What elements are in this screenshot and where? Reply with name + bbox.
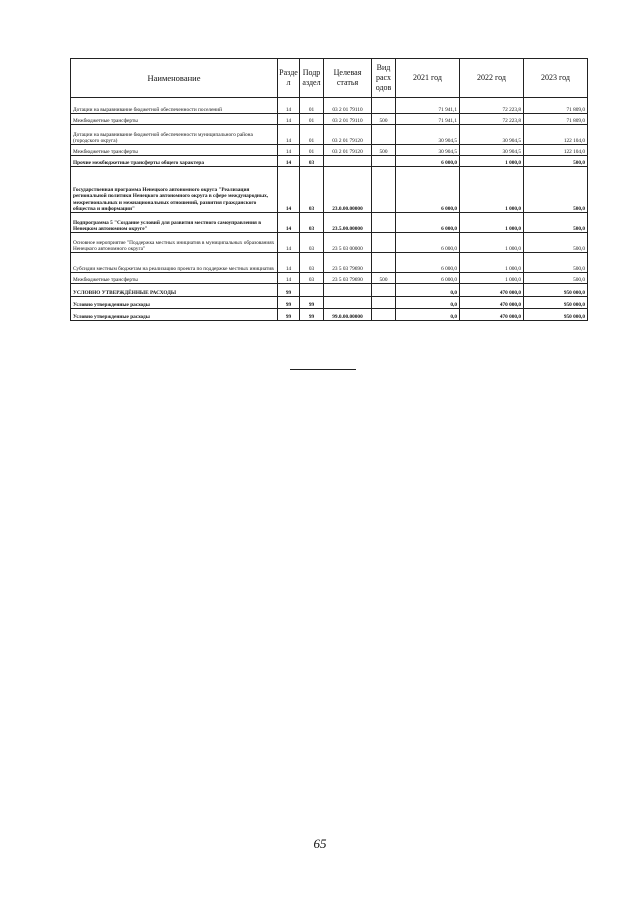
row-target: [324, 297, 372, 309]
table-body: [71, 98, 588, 321]
row-2023: 950 000,0: [524, 284, 588, 297]
row-2021: 6 000,0: [396, 167, 460, 213]
row-subsection: [300, 284, 324, 297]
row-2021: 6 000,0: [396, 273, 460, 284]
page-number: 65: [313, 836, 327, 851]
table-row: [71, 98, 588, 114]
row-2022: 1 000,0: [460, 167, 524, 213]
row-section: 14: [278, 273, 300, 284]
row-subsection: 03: [300, 156, 324, 167]
row-target: 99.0.00.00000: [324, 309, 372, 321]
row-section: 99: [278, 297, 300, 309]
row-name: Государственная программа Ненецкого автономного округа "Реализация региональной политики Ненецкого автономного округа в сфере международных, межрегиональных и межнациональных отношений, развития гражданского общества и информации": [71, 167, 278, 213]
row-name: УСЛОВНО УТВЕРЖДЁННЫЕ РАСХОДЫ: [71, 284, 278, 297]
row-expense-type: [372, 167, 396, 213]
row-subsection: 99: [300, 297, 324, 309]
table-row: [71, 145, 588, 156]
header-subsection: Подр аздел: [300, 59, 324, 98]
table-row: [71, 309, 588, 321]
row-target: 03 2 01 79120: [324, 125, 372, 145]
row-name: Подпрограмма 5 "Создание условий для развития местного самоуправления в Ненецком автономном округе": [71, 213, 278, 233]
row-subsection: 01: [300, 114, 324, 125]
row-name: Прочие межбюджетные трансферты общего характера: [71, 156, 278, 167]
row-section: 14: [278, 167, 300, 213]
row-target: 03 2 01 79120: [324, 145, 372, 156]
row-section: 14: [278, 253, 300, 273]
table-row: [71, 213, 588, 233]
row-2022: 72 223,8: [460, 98, 524, 114]
row-subsection: 01: [300, 125, 324, 145]
header-target: Целевая статья: [324, 59, 372, 98]
row-2022: 470 000,0: [460, 284, 524, 297]
row-2021: 71 941,1: [396, 114, 460, 125]
row-target: [324, 284, 372, 297]
row-expense-type: [372, 297, 396, 309]
row-target: 23.5.00.00000: [324, 213, 372, 233]
row-2022: 1 000,0: [460, 156, 524, 167]
row-2023: 122 104,0: [524, 125, 588, 145]
row-2021: 30 904,5: [396, 125, 460, 145]
table-row: [71, 156, 588, 167]
row-expense-type: [372, 156, 396, 167]
header-2021: 2021 год: [396, 59, 460, 98]
row-subsection: 03: [300, 273, 324, 284]
row-expense-type: 500: [372, 145, 396, 156]
row-expense-type: 500: [372, 273, 396, 284]
row-target: 03 2 01 79110: [324, 114, 372, 125]
row-2023: 950 000,0: [524, 309, 588, 321]
row-2022: 30 904,5: [460, 145, 524, 156]
header-name: Наименование: [71, 59, 278, 98]
row-name: Условно утвержденные расходы: [71, 309, 278, 321]
row-subsection: 03: [300, 253, 324, 273]
row-2021: 6 000,0: [396, 156, 460, 167]
row-expense-type: 500: [372, 114, 396, 125]
row-target: 23 5 03 79690: [324, 253, 372, 273]
row-2022: 1 000,0: [460, 233, 524, 253]
row-2023: 500,0: [524, 167, 588, 213]
row-2023: 950 000,0: [524, 297, 588, 309]
row-2023: 122 104,0: [524, 145, 588, 156]
row-2021: 6 000,0: [396, 253, 460, 273]
table-row: [71, 284, 588, 297]
row-target: [324, 156, 372, 167]
header-2022: 2022 год: [460, 59, 524, 98]
row-section: 14: [278, 233, 300, 253]
row-expense-type: [372, 309, 396, 321]
row-2021: 0,0: [396, 284, 460, 297]
row-expense-type: [372, 98, 396, 114]
row-2022: 1 000,0: [460, 273, 524, 284]
row-name: Дотации на выравнивание бюджетной обеспеченности муниципального района (городского округа): [71, 125, 278, 145]
row-section: 14: [278, 145, 300, 156]
header-section: Разде л: [278, 59, 300, 98]
row-name: Межбюджетные трансферты: [71, 145, 278, 156]
row-2023: 500,0: [524, 273, 588, 284]
row-2023: 71 809,0: [524, 114, 588, 125]
row-2022: 1 000,0: [460, 253, 524, 273]
row-subsection: 99: [300, 309, 324, 321]
row-name: Дотации на выравнивание бюджетной обеспеченности поселений: [71, 98, 278, 114]
row-section: 99: [278, 284, 300, 297]
separator-line: [290, 369, 356, 370]
row-name: Основное мероприятие "Поддержка местных инициатив в муниципальных образованиях Ненецкого автономного округа": [71, 233, 278, 253]
row-2023: 500,0: [524, 233, 588, 253]
table-header-row: [71, 59, 588, 98]
table-row: [71, 114, 588, 125]
row-2022: 470 000,0: [460, 297, 524, 309]
table-row: [71, 233, 588, 253]
row-2021: 0,0: [396, 297, 460, 309]
row-2021: 6 000,0: [396, 233, 460, 253]
row-2022: 30 904,5: [460, 125, 524, 145]
row-2021: 71 941,1: [396, 98, 460, 114]
row-2021: 0,0: [396, 309, 460, 321]
row-2023: 500,0: [524, 213, 588, 233]
row-section: 14: [278, 98, 300, 114]
row-subsection: 01: [300, 98, 324, 114]
table-row: [71, 297, 588, 309]
row-2022: 1 000,0: [460, 213, 524, 233]
table-row: [71, 253, 588, 273]
row-expense-type: [372, 213, 396, 233]
row-expense-type: [372, 125, 396, 145]
row-target: 23.0.00.00000: [324, 167, 372, 213]
row-2023: 500,0: [524, 156, 588, 167]
row-target: 03 2 01 79110: [324, 98, 372, 114]
row-subsection: 03: [300, 213, 324, 233]
row-2023: 500,0: [524, 253, 588, 273]
row-section: 99: [278, 309, 300, 321]
row-section: 14: [278, 156, 300, 167]
row-target: 23 5 03 79690: [324, 273, 372, 284]
row-2021: 30 904,5: [396, 145, 460, 156]
row-subsection: 03: [300, 233, 324, 253]
row-2022: 470 000,0: [460, 309, 524, 321]
row-expense-type: [372, 284, 396, 297]
row-subsection: 03: [300, 167, 324, 213]
header-expense-type: Вид расх одов: [372, 59, 396, 98]
row-name: Субсидии местным бюджетам на реализацию проекта по поддержке местных инициатив: [71, 253, 278, 273]
row-target: 23 5 03 00000: [324, 233, 372, 253]
table-row: [71, 167, 588, 213]
table-row: [71, 273, 588, 284]
row-section: 14: [278, 114, 300, 125]
row-name: Межбюджетные трансферты: [71, 114, 278, 125]
table-row: [71, 125, 588, 145]
header-2023: 2023 год: [524, 59, 588, 98]
row-section: 14: [278, 125, 300, 145]
row-expense-type: [372, 253, 396, 273]
row-2022: 72 223,8: [460, 114, 524, 125]
row-name: Межбюджетные трансферты: [71, 273, 278, 284]
row-subsection: 01: [300, 145, 324, 156]
row-expense-type: [372, 233, 396, 253]
budget-table: [70, 58, 588, 321]
row-section: 14: [278, 213, 300, 233]
row-name: Условно утвержденные расходы: [71, 297, 278, 309]
row-2021: 6 000,0: [396, 213, 460, 233]
row-2023: 71 809,0: [524, 98, 588, 114]
